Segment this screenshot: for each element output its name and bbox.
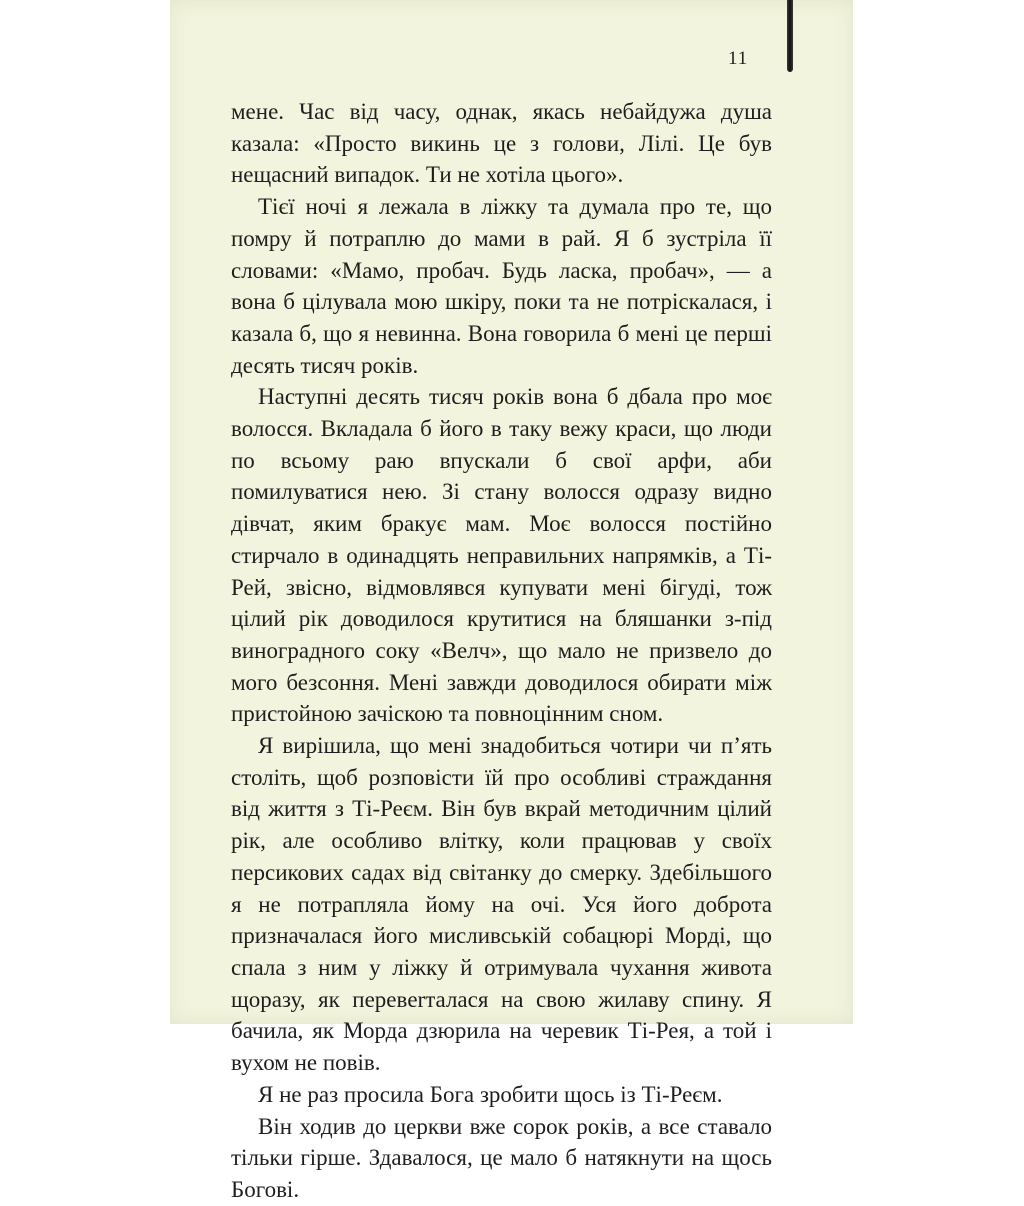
bookmark-ribbon <box>787 0 793 72</box>
paragraph: Я вирішила, що мені знадобиться чотири чи п’ять століть, щоб розповісти їй про особливі страждання від життя з Ті-Реєм. Він був вкрай методичним цілий рік, але особливо влітку, коли працював у своїх персикових садах від світанку до смерку. Здебільшого я не потрапляла йому на очі. Уся його доброта призначалася його мисливській собацюрі Морді, що спала з ним у ліжку й отримувала чухання живота щоразу, як перевerталася на свою жилаву спину. Я бачила, як Морда дзюрила на черевик Ті-Рея, а той і вухом не повів. <box>231 733 772 1076</box>
paragraph: мене. Час від часу, однак, якась небайдужа душа казала: «Просто викинь це з голови, Лілі. Це був нещасний випадок. Ти не хотіла цього». <box>231 99 772 188</box>
body-text <box>231 96 772 1206</box>
page-number: 11 <box>728 48 749 69</box>
paragraph: Я не раз просила Бога зробити щось із Ті-Реєм. <box>258 1081 723 1107</box>
paragraph: Він ходив до церкви вже сорок років, а все ставало тільки гірше. Здавалося, це мало б натякнути на щось Богові. <box>231 1113 772 1202</box>
paragraph: Тієї ночі я лежала в ліжку та думала про те, що помру й потраплю до мами в рай. Я б зустріла її словами: «Мамо, пробач. Будь ласка, пробач», — а вона б цілувала мою шкіру, поки та не потріскалася, і казала б, що я невинна. Вона говорила б мені це перші десять тисяч років. <box>231 194 772 378</box>
paragraph: Наступні десять тисяч років вона б дбала про моє волосся. Вкладала б його в таку вежу краси, що люди по всьому раю впускали б свої арфи, аби помилуватися нею. Зі стану волосся одразу видно дівчат, яким бракує мам. Моє волосся постійно стирчало в одинадцять неправильних напрямків, а Ті-Рей, звісно, відмовлявся купувати мені бігуді, тож цілий рік доводилося крутитися на бляшанки з-під виноградного соку «Велч», що мало не призвело до мого безсоння. Мені завжди доводилося обирати між пристойною зачіскою та повноцінним сном. <box>231 384 772 727</box>
